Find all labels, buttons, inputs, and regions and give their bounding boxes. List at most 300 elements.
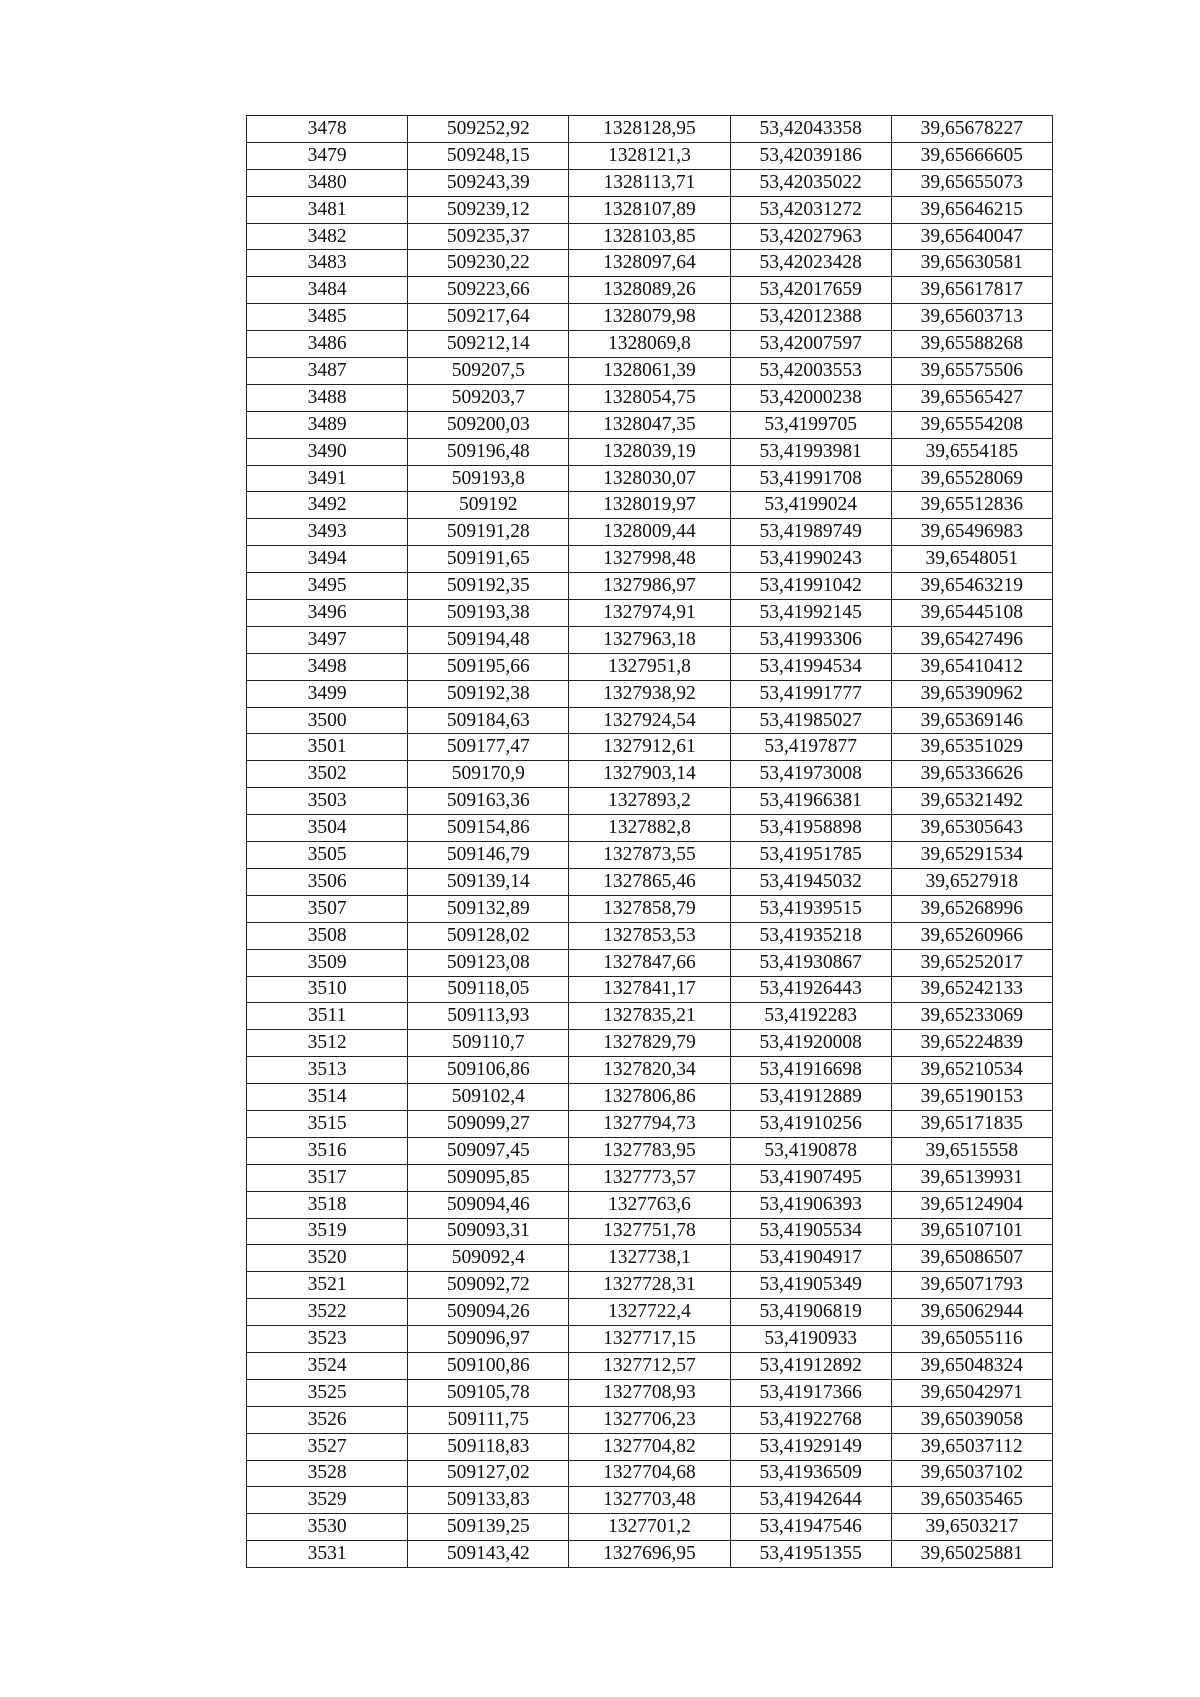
- longitude-cell: 39,65107101: [891, 1218, 1052, 1245]
- longitude-cell: 39,65260966: [891, 922, 1052, 949]
- longitude-cell: 39,65666605: [891, 142, 1052, 169]
- x-coordinate-cell: 509177,47: [408, 734, 569, 761]
- y-coordinate-cell: 1327938,92: [569, 680, 730, 707]
- longitude-cell: 39,65048324: [891, 1352, 1052, 1379]
- longitude-cell: 39,6548051: [891, 546, 1052, 573]
- point-number-cell: 3531: [247, 1541, 408, 1568]
- x-coordinate-cell: 509123,08: [408, 949, 569, 976]
- point-number-cell: 3512: [247, 1030, 408, 1057]
- table-row: [247, 734, 1053, 761]
- latitude-cell: 53,41905534: [730, 1218, 891, 1245]
- y-coordinate-cell: 1327783,95: [569, 1137, 730, 1164]
- table-row: [247, 546, 1053, 573]
- latitude-cell: 53,41990243: [730, 546, 891, 573]
- point-number-cell: 3481: [247, 196, 408, 223]
- point-number-cell: 3523: [247, 1326, 408, 1353]
- table-row: [247, 304, 1053, 331]
- latitude-cell: 53,41951355: [730, 1541, 891, 1568]
- longitude-cell: 39,65291534: [891, 842, 1052, 869]
- x-coordinate-cell: 509111,75: [408, 1406, 569, 1433]
- table-row: [247, 653, 1053, 680]
- table-row: [247, 116, 1053, 143]
- x-coordinate-cell: 509193,8: [408, 465, 569, 492]
- latitude-cell: 53,41985027: [730, 707, 891, 734]
- point-number-cell: 3491: [247, 465, 408, 492]
- latitude-cell: 53,41912889: [730, 1084, 891, 1111]
- table-row: [247, 868, 1053, 895]
- longitude-cell: 39,65242133: [891, 976, 1052, 1003]
- x-coordinate-cell: 509118,83: [408, 1433, 569, 1460]
- y-coordinate-cell: 1328079,98: [569, 304, 730, 331]
- longitude-cell: 39,65233069: [891, 1003, 1052, 1030]
- table-row: [247, 1245, 1053, 1272]
- x-coordinate-cell: 509092,4: [408, 1245, 569, 1272]
- y-coordinate-cell: 1328047,35: [569, 411, 730, 438]
- x-coordinate-cell: 509094,46: [408, 1191, 569, 1218]
- point-number-cell: 3478: [247, 116, 408, 143]
- y-coordinate-cell: 1327763,6: [569, 1191, 730, 1218]
- longitude-cell: 39,65678227: [891, 116, 1052, 143]
- y-coordinate-cell: 1328009,44: [569, 519, 730, 546]
- point-number-cell: 3498: [247, 653, 408, 680]
- table-row: [247, 1352, 1053, 1379]
- x-coordinate-cell: 509128,02: [408, 922, 569, 949]
- latitude-cell: 53,42035022: [730, 169, 891, 196]
- latitude-cell: 53,41917366: [730, 1379, 891, 1406]
- point-number-cell: 3511: [247, 1003, 408, 1030]
- y-coordinate-cell: 1328103,85: [569, 223, 730, 250]
- table-row: [247, 1084, 1053, 1111]
- longitude-cell: 39,65603713: [891, 304, 1052, 331]
- table-row: [247, 411, 1053, 438]
- x-coordinate-cell: 509106,86: [408, 1057, 569, 1084]
- point-number-cell: 3520: [247, 1245, 408, 1272]
- table-row: [247, 707, 1053, 734]
- latitude-cell: 53,4199024: [730, 492, 891, 519]
- table-row: [247, 1137, 1053, 1164]
- y-coordinate-cell: 1327924,54: [569, 707, 730, 734]
- latitude-cell: 53,41942644: [730, 1487, 891, 1514]
- table-row: [247, 1191, 1053, 1218]
- point-number-cell: 3503: [247, 788, 408, 815]
- latitude-cell: 53,41930867: [730, 949, 891, 976]
- y-coordinate-cell: 1328019,97: [569, 492, 730, 519]
- latitude-cell: 53,42003553: [730, 358, 891, 385]
- table-row: [247, 1541, 1053, 1568]
- point-number-cell: 3529: [247, 1487, 408, 1514]
- x-coordinate-cell: 509191,65: [408, 546, 569, 573]
- latitude-cell: 53,41912892: [730, 1352, 891, 1379]
- longitude-cell: 39,6503217: [891, 1514, 1052, 1541]
- longitude-cell: 39,65268996: [891, 895, 1052, 922]
- x-coordinate-cell: 509196,48: [408, 438, 569, 465]
- point-number-cell: 3509: [247, 949, 408, 976]
- longitude-cell: 39,65496983: [891, 519, 1052, 546]
- longitude-cell: 39,65528069: [891, 465, 1052, 492]
- table-row: [247, 1030, 1053, 1057]
- longitude-cell: 39,65055116: [891, 1326, 1052, 1353]
- latitude-cell: 53,41958898: [730, 815, 891, 842]
- point-number-cell: 3505: [247, 842, 408, 869]
- longitude-cell: 39,65369146: [891, 707, 1052, 734]
- y-coordinate-cell: 1327893,2: [569, 788, 730, 815]
- point-number-cell: 3482: [247, 223, 408, 250]
- x-coordinate-cell: 509099,27: [408, 1110, 569, 1137]
- longitude-cell: 39,65037102: [891, 1460, 1052, 1487]
- y-coordinate-cell: 1327986,97: [569, 573, 730, 600]
- y-coordinate-cell: 1327738,1: [569, 1245, 730, 1272]
- x-coordinate-cell: 509230,22: [408, 250, 569, 277]
- x-coordinate-cell: 509184,63: [408, 707, 569, 734]
- table-row: [247, 1164, 1053, 1191]
- longitude-cell: 39,65210534: [891, 1057, 1052, 1084]
- table-row: [247, 1218, 1053, 1245]
- y-coordinate-cell: 1327728,31: [569, 1272, 730, 1299]
- y-coordinate-cell: 1327882,8: [569, 815, 730, 842]
- latitude-cell: 53,42039186: [730, 142, 891, 169]
- y-coordinate-cell: 1327751,78: [569, 1218, 730, 1245]
- latitude-cell: 53,41991042: [730, 573, 891, 600]
- point-number-cell: 3514: [247, 1084, 408, 1111]
- y-coordinate-cell: 1327708,93: [569, 1379, 730, 1406]
- y-coordinate-cell: 1327773,57: [569, 1164, 730, 1191]
- latitude-cell: 53,41922768: [730, 1406, 891, 1433]
- y-coordinate-cell: 1327806,86: [569, 1084, 730, 1111]
- table-row: [247, 1326, 1053, 1353]
- point-number-cell: 3518: [247, 1191, 408, 1218]
- latitude-cell: 53,41907495: [730, 1164, 891, 1191]
- point-number-cell: 3486: [247, 331, 408, 358]
- point-number-cell: 3526: [247, 1406, 408, 1433]
- longitude-cell: 39,65463219: [891, 573, 1052, 600]
- latitude-cell: 53,42031272: [730, 196, 891, 223]
- x-coordinate-cell: 509092,72: [408, 1272, 569, 1299]
- x-coordinate-cell: 509102,4: [408, 1084, 569, 1111]
- x-coordinate-cell: 509192: [408, 492, 569, 519]
- table-row: [247, 1406, 1053, 1433]
- table-row: [247, 465, 1053, 492]
- table-row: [247, 196, 1053, 223]
- point-number-cell: 3484: [247, 277, 408, 304]
- y-coordinate-cell: 1327912,61: [569, 734, 730, 761]
- table-row: [247, 1460, 1053, 1487]
- point-number-cell: 3522: [247, 1299, 408, 1326]
- x-coordinate-cell: 509207,5: [408, 358, 569, 385]
- latitude-cell: 53,42012388: [730, 304, 891, 331]
- latitude-cell: 53,41947546: [730, 1514, 891, 1541]
- x-coordinate-cell: 509192,38: [408, 680, 569, 707]
- table-row: [247, 626, 1053, 653]
- latitude-cell: 53,41916698: [730, 1057, 891, 1084]
- x-coordinate-cell: 509217,64: [408, 304, 569, 331]
- x-coordinate-cell: 509200,03: [408, 411, 569, 438]
- y-coordinate-cell: 1327829,79: [569, 1030, 730, 1057]
- point-number-cell: 3500: [247, 707, 408, 734]
- longitude-cell: 39,65171835: [891, 1110, 1052, 1137]
- latitude-cell: 53,41929149: [730, 1433, 891, 1460]
- point-number-cell: 3495: [247, 573, 408, 600]
- x-coordinate-cell: 509132,89: [408, 895, 569, 922]
- point-number-cell: 3516: [247, 1137, 408, 1164]
- longitude-cell: 39,65305643: [891, 815, 1052, 842]
- point-number-cell: 3499: [247, 680, 408, 707]
- point-number-cell: 3488: [247, 384, 408, 411]
- longitude-cell: 39,65336626: [891, 761, 1052, 788]
- y-coordinate-cell: 1327951,8: [569, 653, 730, 680]
- table-row: [247, 1379, 1053, 1406]
- table-row: [247, 384, 1053, 411]
- point-number-cell: 3519: [247, 1218, 408, 1245]
- point-number-cell: 3480: [247, 169, 408, 196]
- longitude-cell: 39,65025881: [891, 1541, 1052, 1568]
- latitude-cell: 53,41993981: [730, 438, 891, 465]
- table-row: [247, 519, 1053, 546]
- longitude-cell: 39,65321492: [891, 788, 1052, 815]
- y-coordinate-cell: 1327717,15: [569, 1326, 730, 1353]
- x-coordinate-cell: 509094,26: [408, 1299, 569, 1326]
- point-number-cell: 3525: [247, 1379, 408, 1406]
- point-number-cell: 3527: [247, 1433, 408, 1460]
- table-row: [247, 922, 1053, 949]
- x-coordinate-cell: 509163,36: [408, 788, 569, 815]
- point-number-cell: 3504: [247, 815, 408, 842]
- longitude-cell: 39,65655073: [891, 169, 1052, 196]
- y-coordinate-cell: 1328030,07: [569, 465, 730, 492]
- latitude-cell: 53,41906819: [730, 1299, 891, 1326]
- point-number-cell: 3508: [247, 922, 408, 949]
- point-number-cell: 3479: [247, 142, 408, 169]
- point-number-cell: 3515: [247, 1110, 408, 1137]
- y-coordinate-cell: 1328097,64: [569, 250, 730, 277]
- x-coordinate-cell: 509118,05: [408, 976, 569, 1003]
- y-coordinate-cell: 1327865,46: [569, 868, 730, 895]
- coordinates-table: [246, 115, 1053, 1568]
- point-number-cell: 3528: [247, 1460, 408, 1487]
- x-coordinate-cell: 509113,93: [408, 1003, 569, 1030]
- coordinates-table-body: [247, 116, 1053, 1568]
- table-row: [247, 169, 1053, 196]
- table-row: [247, 1057, 1053, 1084]
- latitude-cell: 53,42007597: [730, 331, 891, 358]
- table-row: [247, 1299, 1053, 1326]
- y-coordinate-cell: 1328113,71: [569, 169, 730, 196]
- y-coordinate-cell: 1328121,3: [569, 142, 730, 169]
- longitude-cell: 39,65617817: [891, 277, 1052, 304]
- latitude-cell: 53,41939515: [730, 895, 891, 922]
- table-row: [247, 1110, 1053, 1137]
- table-row: [247, 761, 1053, 788]
- latitude-cell: 53,41951785: [730, 842, 891, 869]
- point-number-cell: 3485: [247, 304, 408, 331]
- table-row: [247, 1272, 1053, 1299]
- latitude-cell: 53,41989749: [730, 519, 891, 546]
- x-coordinate-cell: 509146,79: [408, 842, 569, 869]
- table-row: [247, 277, 1053, 304]
- latitude-cell: 53,41966381: [730, 788, 891, 815]
- x-coordinate-cell: 509248,15: [408, 142, 569, 169]
- x-coordinate-cell: 509105,78: [408, 1379, 569, 1406]
- y-coordinate-cell: 1327722,4: [569, 1299, 730, 1326]
- x-coordinate-cell: 509100,86: [408, 1352, 569, 1379]
- y-coordinate-cell: 1327998,48: [569, 546, 730, 573]
- latitude-cell: 53,41936509: [730, 1460, 891, 1487]
- x-coordinate-cell: 509191,28: [408, 519, 569, 546]
- longitude-cell: 39,65124904: [891, 1191, 1052, 1218]
- point-number-cell: 3494: [247, 546, 408, 573]
- latitude-cell: 53,41945032: [730, 868, 891, 895]
- latitude-cell: 53,42027963: [730, 223, 891, 250]
- y-coordinate-cell: 1327903,14: [569, 761, 730, 788]
- longitude-cell: 39,65427496: [891, 626, 1052, 653]
- latitude-cell: 53,41973008: [730, 761, 891, 788]
- y-coordinate-cell: 1328061,39: [569, 358, 730, 385]
- longitude-cell: 39,65042971: [891, 1379, 1052, 1406]
- y-coordinate-cell: 1327858,79: [569, 895, 730, 922]
- point-number-cell: 3502: [247, 761, 408, 788]
- latitude-cell: 53,42023428: [730, 250, 891, 277]
- longitude-cell: 39,65410412: [891, 653, 1052, 680]
- table-row: [247, 1003, 1053, 1030]
- latitude-cell: 53,42017659: [730, 277, 891, 304]
- x-coordinate-cell: 509195,66: [408, 653, 569, 680]
- latitude-cell: 53,41906393: [730, 1191, 891, 1218]
- y-coordinate-cell: 1327841,17: [569, 976, 730, 1003]
- longitude-cell: 39,65139931: [891, 1164, 1052, 1191]
- latitude-cell: 53,4190878: [730, 1137, 891, 1164]
- longitude-cell: 39,65554208: [891, 411, 1052, 438]
- table-row: [247, 492, 1053, 519]
- latitude-cell: 53,41991777: [730, 680, 891, 707]
- y-coordinate-cell: 1327696,95: [569, 1541, 730, 1568]
- latitude-cell: 53,41935218: [730, 922, 891, 949]
- table-row: [247, 680, 1053, 707]
- point-number-cell: 3524: [247, 1352, 408, 1379]
- y-coordinate-cell: 1327835,21: [569, 1003, 730, 1030]
- table-row: [247, 142, 1053, 169]
- x-coordinate-cell: 509203,7: [408, 384, 569, 411]
- y-coordinate-cell: 1328107,89: [569, 196, 730, 223]
- point-number-cell: 3507: [247, 895, 408, 922]
- point-number-cell: 3506: [247, 868, 408, 895]
- longitude-cell: 39,65224839: [891, 1030, 1052, 1057]
- longitude-cell: 39,65565427: [891, 384, 1052, 411]
- point-number-cell: 3493: [247, 519, 408, 546]
- longitude-cell: 39,65646215: [891, 196, 1052, 223]
- point-number-cell: 3521: [247, 1272, 408, 1299]
- latitude-cell: 53,41904917: [730, 1245, 891, 1272]
- longitude-cell: 39,65035465: [891, 1487, 1052, 1514]
- table-row: [247, 1487, 1053, 1514]
- table-row: [247, 1514, 1053, 1541]
- table-row: [247, 600, 1053, 627]
- latitude-cell: 53,41991708: [730, 465, 891, 492]
- y-coordinate-cell: 1328039,19: [569, 438, 730, 465]
- latitude-cell: 53,42043358: [730, 116, 891, 143]
- latitude-cell: 53,41926443: [730, 976, 891, 1003]
- longitude-cell: 39,65252017: [891, 949, 1052, 976]
- longitude-cell: 39,65575506: [891, 358, 1052, 385]
- table-row: [247, 1433, 1053, 1460]
- longitude-cell: 39,65037112: [891, 1433, 1052, 1460]
- x-coordinate-cell: 509093,31: [408, 1218, 569, 1245]
- y-coordinate-cell: 1327701,2: [569, 1514, 730, 1541]
- x-coordinate-cell: 509193,38: [408, 600, 569, 627]
- longitude-cell: 39,65445108: [891, 600, 1052, 627]
- longitude-cell: 39,65086507: [891, 1245, 1052, 1272]
- x-coordinate-cell: 509139,14: [408, 868, 569, 895]
- longitude-cell: 39,6515558: [891, 1137, 1052, 1164]
- longitude-cell: 39,65630581: [891, 250, 1052, 277]
- table-row: [247, 223, 1053, 250]
- longitude-cell: 39,65351029: [891, 734, 1052, 761]
- longitude-cell: 39,65071793: [891, 1272, 1052, 1299]
- x-coordinate-cell: 509139,25: [408, 1514, 569, 1541]
- y-coordinate-cell: 1328128,95: [569, 116, 730, 143]
- point-number-cell: 3487: [247, 358, 408, 385]
- longitude-cell: 39,65512836: [891, 492, 1052, 519]
- table-row: [247, 331, 1053, 358]
- point-number-cell: 3501: [247, 734, 408, 761]
- y-coordinate-cell: 1328069,8: [569, 331, 730, 358]
- table-row: [247, 358, 1053, 385]
- table-row: [247, 788, 1053, 815]
- table-row: [247, 250, 1053, 277]
- y-coordinate-cell: 1327853,53: [569, 922, 730, 949]
- table-row: [247, 573, 1053, 600]
- longitude-cell: 39,65640047: [891, 223, 1052, 250]
- point-number-cell: 3489: [247, 411, 408, 438]
- latitude-cell: 53,42000238: [730, 384, 891, 411]
- table-row: [247, 815, 1053, 842]
- longitude-cell: 39,65390962: [891, 680, 1052, 707]
- latitude-cell: 53,4190933: [730, 1326, 891, 1353]
- y-coordinate-cell: 1327873,55: [569, 842, 730, 869]
- x-coordinate-cell: 509212,14: [408, 331, 569, 358]
- longitude-cell: 39,65039058: [891, 1406, 1052, 1433]
- y-coordinate-cell: 1327847,66: [569, 949, 730, 976]
- table-row: [247, 949, 1053, 976]
- x-coordinate-cell: 509239,12: [408, 196, 569, 223]
- latitude-cell: 53,4199705: [730, 411, 891, 438]
- y-coordinate-cell: 1327794,73: [569, 1110, 730, 1137]
- longitude-cell: 39,65062944: [891, 1299, 1052, 1326]
- x-coordinate-cell: 509143,42: [408, 1541, 569, 1568]
- x-coordinate-cell: 509096,97: [408, 1326, 569, 1353]
- point-number-cell: 3483: [247, 250, 408, 277]
- longitude-cell: 39,65190153: [891, 1084, 1052, 1111]
- x-coordinate-cell: 509110,7: [408, 1030, 569, 1057]
- x-coordinate-cell: 509127,02: [408, 1460, 569, 1487]
- x-coordinate-cell: 509095,85: [408, 1164, 569, 1191]
- x-coordinate-cell: 509170,9: [408, 761, 569, 788]
- y-coordinate-cell: 1327706,23: [569, 1406, 730, 1433]
- x-coordinate-cell: 509194,48: [408, 626, 569, 653]
- table-row: [247, 842, 1053, 869]
- table-row: [247, 976, 1053, 1003]
- point-number-cell: 3496: [247, 600, 408, 627]
- point-number-cell: 3530: [247, 1514, 408, 1541]
- x-coordinate-cell: 509223,66: [408, 277, 569, 304]
- latitude-cell: 53,41992145: [730, 600, 891, 627]
- longitude-cell: 39,6554185: [891, 438, 1052, 465]
- latitude-cell: 53,4192283: [730, 1003, 891, 1030]
- point-number-cell: 3497: [247, 626, 408, 653]
- y-coordinate-cell: 1328054,75: [569, 384, 730, 411]
- latitude-cell: 53,41910256: [730, 1110, 891, 1137]
- latitude-cell: 53,41994534: [730, 653, 891, 680]
- latitude-cell: 53,4197877: [730, 734, 891, 761]
- point-number-cell: 3510: [247, 976, 408, 1003]
